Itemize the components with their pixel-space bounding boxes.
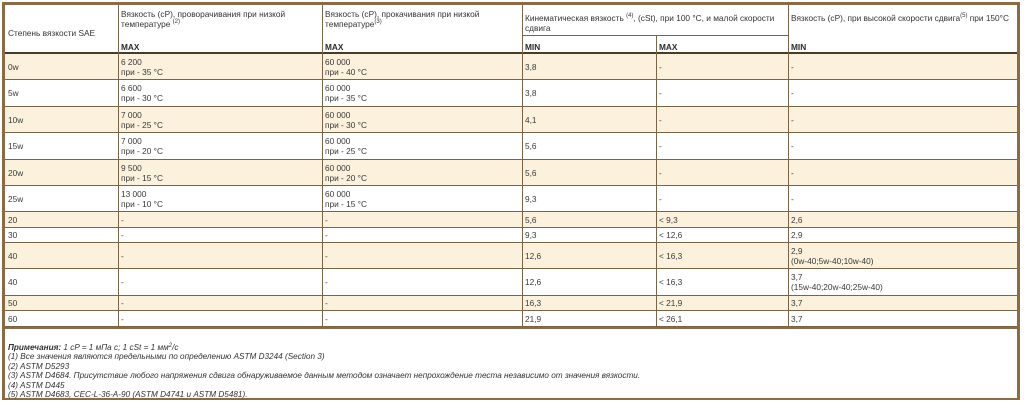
cell-text: - bbox=[325, 314, 328, 324]
cell-text: при - 25 °C bbox=[121, 120, 163, 130]
cell-text: - bbox=[659, 141, 662, 151]
note-4: (4) ASTM D445 bbox=[8, 380, 65, 390]
cell-text: 15w bbox=[8, 141, 24, 151]
note-3: (3) ASTM D4684. Присутствие любого напряжения сдвига обнаруживаемое данным методом означает непрохождение теста независимо от значения вязкости. bbox=[8, 371, 641, 381]
hths-min-cell bbox=[788, 186, 1017, 212]
cell-text: при - 10 °C bbox=[121, 199, 163, 209]
note-2: (2) ASTM D5293 bbox=[8, 361, 70, 371]
cell-text: 3,8 bbox=[525, 88, 537, 98]
hths-min-cell bbox=[788, 296, 1017, 311]
column-divider bbox=[118, 5, 119, 327]
pump-viscosity-cell bbox=[322, 311, 522, 327]
cell-text: - bbox=[791, 62, 794, 72]
header-grade: Степень вязкости SAE bbox=[8, 28, 96, 38]
cell-text: - bbox=[121, 277, 124, 287]
cell-text: - bbox=[659, 88, 662, 98]
cell-text: 60 bbox=[8, 314, 18, 324]
hths-min-cell bbox=[788, 228, 1017, 243]
header-divider bbox=[522, 35, 788, 36]
cell-text: 2,9 bbox=[791, 230, 803, 240]
cell-text: 5w bbox=[8, 88, 19, 98]
pump-viscosity-cell bbox=[322, 186, 522, 212]
header-kinematic-max: MAX bbox=[659, 42, 678, 50]
cell-text: 10w bbox=[8, 115, 24, 125]
header-kinematic-min: MIN bbox=[525, 42, 541, 50]
kinematic-min-cell bbox=[522, 228, 656, 243]
cell-text: - bbox=[791, 194, 794, 204]
kinematic-min-cell bbox=[522, 160, 656, 186]
pump-viscosity-cell bbox=[322, 228, 522, 243]
cell-text: 5,6 bbox=[525, 215, 537, 225]
kinematic-max-cell bbox=[656, 133, 788, 160]
hths-min-cell bbox=[788, 107, 1017, 133]
kinematic-min-cell bbox=[522, 80, 656, 107]
grade-cell bbox=[5, 160, 118, 186]
crank-viscosity-cell bbox=[118, 212, 322, 228]
cell-text: < 16,3 bbox=[659, 251, 683, 261]
kinematic-max-cell bbox=[656, 160, 788, 186]
crank-viscosity-cell bbox=[118, 133, 322, 160]
cell-text: 25w bbox=[8, 194, 24, 204]
kinematic-max-cell bbox=[656, 228, 788, 243]
cell-text: < 16,3 bbox=[659, 277, 683, 287]
cell-text: 9,3 bbox=[525, 230, 537, 240]
cell-text: - bbox=[325, 230, 328, 240]
header-pump-max: MAX bbox=[325, 42, 344, 50]
cell-text: 60 000 bbox=[325, 189, 351, 199]
cell-text: 20 bbox=[8, 215, 18, 225]
kinematic-max-cell bbox=[656, 107, 788, 133]
cell-text: 13 000 bbox=[121, 189, 147, 199]
header-crank-viscosity: Вязкость (cP), проворачивания при низкой температуре $^{(2)}$ bbox=[121, 9, 286, 29]
cell-text: < 26,1 bbox=[659, 314, 683, 324]
kinematic-min-cell bbox=[522, 296, 656, 311]
cell-text: при - 35 °C bbox=[121, 67, 163, 77]
cell-text: 30 bbox=[8, 230, 18, 240]
cell-text: 12,6 bbox=[525, 251, 542, 261]
cell-text: при - 20 °C bbox=[121, 146, 163, 156]
cell-text: 5,6 bbox=[525, 141, 537, 151]
row-divider bbox=[5, 326, 1017, 327]
header-bottom-border bbox=[5, 52, 1017, 54]
notes-section bbox=[5, 329, 1017, 398]
grade-cell bbox=[5, 80, 118, 107]
column-divider bbox=[788, 5, 789, 327]
cell-text: 40 bbox=[8, 251, 18, 261]
kinematic-max-cell bbox=[656, 311, 788, 327]
header-crank-max: MAX bbox=[121, 42, 140, 50]
header-hths-viscosity: Вязкость (cP), при высокой скорости сдвига$^{(5)}$ при 150°C bbox=[791, 13, 1009, 23]
crank-viscosity-cell bbox=[118, 296, 322, 311]
pump-footnote-ref: (3) bbox=[374, 19, 382, 25]
cell-text: при - 15 °C bbox=[121, 173, 163, 183]
kinematic-min-cell bbox=[522, 311, 656, 327]
cell-text: - bbox=[659, 115, 662, 125]
cell-text: - bbox=[121, 251, 124, 261]
grade-cell bbox=[5, 311, 118, 327]
notes-units: Примечания: 1 cP = 1 мПа с; 1 cSt = 1 $мм^2/с$ bbox=[8, 343, 179, 352]
crank-viscosity-cell bbox=[118, 243, 322, 269]
kinematic-min-cell bbox=[522, 243, 656, 269]
cell-text: 6 200 bbox=[121, 57, 142, 67]
hths-min-cell bbox=[788, 212, 1017, 228]
kinematic-min-cell bbox=[522, 269, 656, 296]
hths-min-cell bbox=[788, 133, 1017, 160]
pump-viscosity-cell bbox=[322, 80, 522, 107]
cell-text: 60 000 bbox=[325, 57, 351, 67]
pump-viscosity-cell bbox=[322, 133, 522, 160]
cell-text: при - 40 °C bbox=[325, 67, 367, 77]
cell-text: 5,6 bbox=[525, 168, 537, 178]
cell-text: - bbox=[121, 215, 124, 225]
kinematic-max-cell bbox=[656, 80, 788, 107]
pump-viscosity-cell bbox=[322, 269, 522, 296]
pump-viscosity-cell bbox=[322, 107, 522, 133]
cell-text: при - 25 °C bbox=[325, 146, 367, 156]
cell-text: 60 000 bbox=[325, 83, 351, 93]
cell-text: < 12,6 bbox=[659, 230, 683, 240]
cell-text: 50 bbox=[8, 298, 18, 308]
cell-text: - bbox=[325, 298, 328, 308]
cell-text: - bbox=[791, 115, 794, 125]
cell-text: 4,1 bbox=[525, 115, 537, 125]
cell-text: при - 20 °C bbox=[325, 173, 367, 183]
cell-text: 21,9 bbox=[525, 314, 542, 324]
grade-cell bbox=[5, 107, 118, 133]
table-frame bbox=[2, 2, 1020, 400]
cell-text: (0w-40;5w-40;10w-40) bbox=[791, 256, 874, 266]
cell-text: - bbox=[659, 194, 662, 204]
hths-min-cell bbox=[788, 80, 1017, 107]
grade-cell bbox=[5, 228, 118, 243]
pump-viscosity-cell bbox=[322, 212, 522, 228]
kinematic-max-cell bbox=[656, 269, 788, 296]
cell-text: - bbox=[659, 168, 662, 178]
hths-min-cell bbox=[788, 160, 1017, 186]
grade-cell bbox=[5, 186, 118, 212]
pump-viscosity-cell bbox=[322, 296, 522, 311]
grade-cell bbox=[5, 269, 118, 296]
crank-viscosity-cell bbox=[118, 311, 322, 327]
crank-viscosity-cell bbox=[118, 186, 322, 212]
crank-viscosity-cell bbox=[118, 269, 322, 296]
cell-text: 7 000 bbox=[121, 110, 142, 120]
cell-text: 3,7 bbox=[791, 272, 803, 282]
cell-text: при - 15 °C bbox=[325, 199, 367, 209]
note-1: (1) Все значения являются предельными по определению ASTM D3244 (Section 3) bbox=[8, 352, 325, 362]
crank-viscosity-cell bbox=[118, 80, 322, 107]
note-5: (5) ASTM D4683, CEC-L-36-A-90 (ASTM D4741 и ASTM D5481). bbox=[8, 390, 248, 400]
grade-cell bbox=[5, 212, 118, 228]
hths-footnote-ref: (5) bbox=[960, 13, 968, 19]
cell-text: - bbox=[121, 230, 124, 240]
cell-text: 20w bbox=[8, 168, 24, 178]
cell-text: - bbox=[791, 141, 794, 151]
cell-text: - bbox=[325, 277, 328, 287]
crank-viscosity-cell bbox=[118, 54, 322, 80]
cell-text: 12,6 bbox=[525, 277, 542, 287]
header-kinematic-viscosity: Кинематическая вязкость $^{(4)}$, (cSt), при 100 °C, и малой скорости сдвига bbox=[525, 13, 775, 33]
kinematic-min-cell bbox=[522, 54, 656, 80]
cell-text: 3,8 bbox=[525, 62, 537, 72]
crank-viscosity-cell bbox=[118, 228, 322, 243]
cell-text: 60 000 bbox=[325, 136, 351, 146]
cell-text: 60 000 bbox=[325, 110, 351, 120]
grade-cell bbox=[5, 133, 118, 160]
cell-text: 0w bbox=[8, 62, 19, 72]
cell-text: - bbox=[121, 298, 124, 308]
cell-text: 9 500 bbox=[121, 163, 142, 173]
cell-text: 3,7 bbox=[791, 298, 803, 308]
cell-text: 2,6 bbox=[791, 215, 803, 225]
sae-viscosity-table bbox=[5, 5, 1017, 327]
cell-text: 7 000 bbox=[121, 136, 142, 146]
cell-text: 16,3 bbox=[525, 298, 542, 308]
hths-min-cell bbox=[788, 269, 1017, 296]
cell-text: < 9,3 bbox=[659, 215, 678, 225]
cell-text: 6 600 bbox=[121, 83, 142, 93]
kinematic-footnote-ref: (4) bbox=[626, 13, 634, 19]
cell-text: 60 000 bbox=[325, 163, 351, 173]
cell-text: - bbox=[659, 62, 662, 72]
kinematic-min-cell bbox=[522, 107, 656, 133]
pump-viscosity-cell bbox=[322, 160, 522, 186]
cell-text: - bbox=[791, 88, 794, 98]
crank-footnote-ref: (2) bbox=[172, 19, 181, 25]
cell-text: при - 35 °C bbox=[325, 93, 367, 103]
kinematic-max-cell bbox=[656, 54, 788, 80]
column-divider bbox=[656, 36, 657, 327]
hths-min-cell bbox=[788, 243, 1017, 269]
cell-text: 9,3 bbox=[525, 194, 537, 204]
grade-cell bbox=[5, 296, 118, 311]
cell-text: (15w-40;20w-40;25w-40) bbox=[791, 282, 883, 292]
grade-cell bbox=[5, 243, 118, 269]
crank-viscosity-cell bbox=[118, 107, 322, 133]
pump-viscosity-cell bbox=[322, 54, 522, 80]
kinematic-max-cell bbox=[656, 186, 788, 212]
cell-text: при - 30 °C bbox=[121, 93, 163, 103]
hths-min-cell bbox=[788, 311, 1017, 327]
cell-text: < 21,9 bbox=[659, 298, 683, 308]
kinematic-min-cell bbox=[522, 133, 656, 160]
cell-text: - bbox=[791, 168, 794, 178]
cell-text: 3,7 bbox=[791, 314, 803, 324]
header-hths-min: MIN bbox=[791, 42, 807, 50]
cell-text: 40 bbox=[8, 277, 18, 287]
kinematic-max-cell bbox=[656, 296, 788, 311]
hths-min-cell bbox=[788, 54, 1017, 80]
kinematic-min-cell bbox=[522, 186, 656, 212]
cell-text: 2,9 bbox=[791, 246, 803, 256]
pump-viscosity-cell bbox=[322, 243, 522, 269]
cell-text: - bbox=[121, 314, 124, 324]
column-divider bbox=[522, 5, 523, 327]
kinematic-min-cell bbox=[522, 212, 656, 228]
cell-text: при - 30 °C bbox=[325, 120, 367, 130]
cell-text: - bbox=[325, 215, 328, 225]
header-pump-viscosity: Вязкость (cP), прокачивания при низкой температуре$^{(3)}$ bbox=[325, 9, 480, 29]
grade-cell bbox=[5, 54, 118, 80]
kinematic-max-cell bbox=[656, 243, 788, 269]
crank-viscosity-cell bbox=[118, 160, 322, 186]
kinematic-max-cell bbox=[656, 212, 788, 228]
cell-text: - bbox=[325, 251, 328, 261]
column-divider bbox=[322, 5, 323, 327]
